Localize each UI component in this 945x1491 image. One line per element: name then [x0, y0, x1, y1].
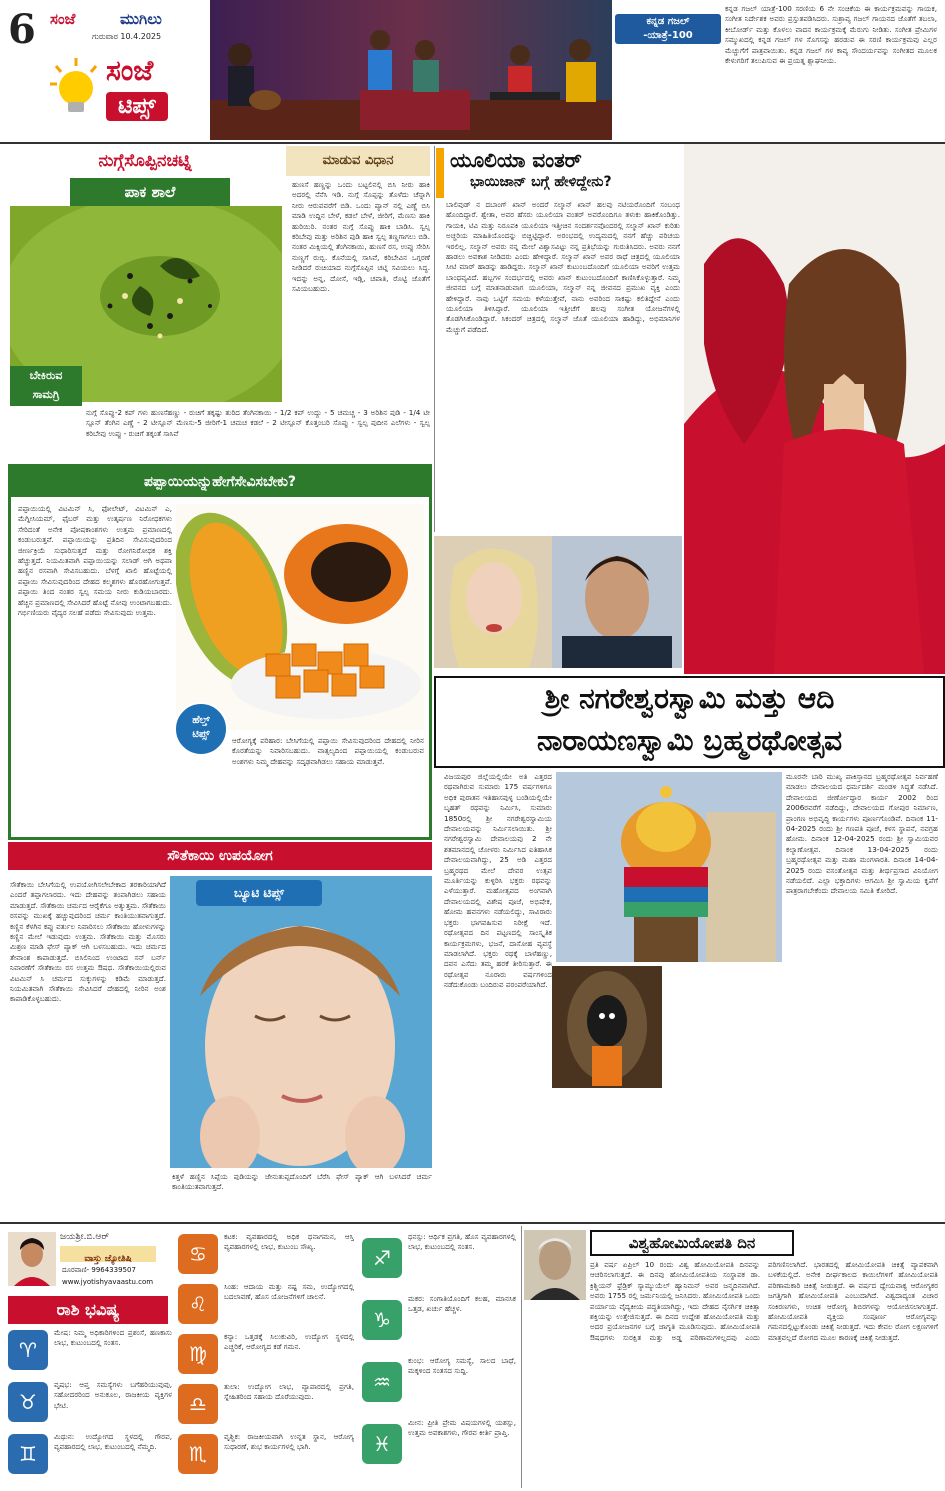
ghazal-tag — [615, 14, 721, 44]
sign-name-sagittarius: ಧನಸ್ಸು — [374, 1270, 390, 1278]
column-rule — [521, 1226, 522, 1488]
sign-name-capricorn: ಮಕರ — [375, 1332, 389, 1340]
beauty-caption: ಕಿತ್ತಳೆ ಹಣ್ಣಿನ ಸಿಪ್ಪೆಯ ಪುಡಿಯನ್ನು ಜೇನುತುಪ್ಪದೊಂದಿಗೆ ಬೆರೆಸಿ ಫೇಸ್ ಪ್ಯಾಕ್ ಆಗಿ ಬಳಸಿದರೆ ಚರ್ಮ ಕಾಂತಿಯುತವಾಗುತ್ತದೆ. — [172, 1172, 432, 1192]
iulia-body: ಬಾಲಿವುಡ್ ನ ದಬಾಂಗ್ ಖಾನ್ ಅಂದರೆ ಸಲ್ಮಾನ್ ಖಾನ್ ಹಲವು ನಟಿಯರೊಂದಿಗೆ ಸಂಬಂಧ ಹೊಂದಿದ್ದಾರೆ. ಶ್ವೇತಾ, ಅವರ ಹೆಸರು ಯೂಲಿಯಾ ವಂತರ್ ಅವರೊಂದಿಗೂ ತಳುಕು ಹಾಕಿಕೊಂಡಿತ್ತು. ಗಾಯಕಿ, ಟಿವಿ ಮತ್ತು ನಿರೂಪಕಿ ಯೂಲಿಯಾ ಇತ್ತೀಚಿನ ಸಂದರ್ಶನವೊಂದರಲ್ಲಿ ಸಲ್ಮಾನ್ ಖಾನ್ ಕುರಿತು ಅಚ್ಚರಿಯ ಮಾಹಿತಿಯೊಂದನ್ನು ಬಿಚ್ಚಿಟ್ಟಿದ್ದಾರೆ. ಅರಂಭದಲ್ಲಿ ಉದ್ಯಮದಲ್ಲಿ ನನಗೆ ಹೆಚ್ಚು ಪರಿಚಯ ಇರಲಿಲ್ಲ. ಸಲ್ಮಾನ್ ಅವರು ನನ್ನ ಮೇಲೆ ವಿಶ್ವಾಸವಿಟ್ಟು ನನ್ನ ಪ್ರತಿಭೆಯನ್ನು ಗುರುತಿಸಿದರು. ಅವರು ನನಗೆ ಹಾಡಲು ಅವಕಾಶ ನೀಡಿದರು ಎಂದು ಹೇಳಿದ್ದಾರೆ. ಸಲ್ಮಾನ್ ಖಾನ್ ಅವರ ರಾಧೆ ಚಿತ್ರದಲ್ಲಿ ಯೂಲಿಯಾ ಸೀಟಿ ಮಾರ್ ಹಾಡನ್ನು ಹಾಡಿದ್ದರು. ಸಲ್ಮಾನ್ ಖಾನ್ ಕುಟುಂಬದೊಂದಿಗೆ ಯೂಲಿಯಾ ಅವರಿಗೆ ಉತ್ತಮ ಬಾಂಧವ್ಯವಿದೆ. ಹಬ್ಬಗಳ ಸಂದರ್ಭದಲ್ಲಿ ಅವರು ಖಾನ್ ಕುಟುಂಬದೊಂದಿಗೆ ಕಾಣಿಸಿಕೊಳ್ಳುತ್ತಾರೆ. ನಿಮ್ಮ ಜೀವನದ ಬಗ್ಗೆ ಮಾತನಾಡುವಾಗ ಯೂಲಿಯಾ, ಸಲ್ಮಾನ್ ನನ್ನ ಜೀವನದ ಪ್ರಮುಖ ವ್ಯಕ್ತಿ ಎಂದು ಹೇಳಿದ್ದಾರೆ. ನಾವು ಒಟ್ಟಿಗೆ ಸಮಯ ಕಳೆಯುತ್ತೇವೆ, ನಾನು ಅವರಿಂದ ಸಾಕಷ್ಟು ಕಲಿತಿದ್ದೇನೆ ಎಂದು ಯೂಲಿಯಾ ತಿಳಿಸಿದ್ದಾರೆ. ಯೂಲಿಯಾ ಇತ್ತೀಚೆಗೆ ಹಲವು ಸಂಗೀತ ಯೋಜನೆಗಳಲ್ಲಿ ತೊಡಗಿಸಿಕೊಂಡಿದ್ದಾರೆ. ಸಿಕಂದರ್ ಚಿತ್ರದಲ್ಲಿ ಸಲ್ಮಾನ್ ಜೊತೆ ಯೂಲಿಯಾ ಹಾಡಿದ್ದು, ಅಭಿಮಾನಿಗಳ ಮೆಚ್ಚುಗೆ ಪಡೆದಿದೆ. — [446, 200, 680, 334]
beauty-body: ಸೌತೆಕಾಯಿ ಬೇಸಿಗೆಯಲ್ಲಿ ಉಪಯೋಗಿಸಲೇಬೇಕಾದ ತರಕಾರಿಯಾಗಿದೆ ಎಂದರೆ ತಪ್ಪಾಗಲಾರದು. ಇದು ದೇಹವನ್ನು ತಂಪಾಗಿಡಲು ಸಹಾಯ ಮಾಡುತ್ತದೆ. ಸೌತೆಕಾಯಿ ಚರ್ಮದ ಆರೈಕೆಗೂ ಅತ್ಯುತ್ತಮ. ಸೌತೆಕಾಯಿ ರಸವನ್ನು ಮುಖಕ್ಕೆ ಹಚ್ಚುವುದರಿಂದ ಚರ್ಮ ಕಾಂತಿಯುತವಾಗುತ್ತದೆ. ಕಣ್ಣಿನ ಕೆಳಗಿನ ಕಪ್ಪು ವರ್ತುಲ ನಿವಾರಿಸಲು ಸೌತೆಕಾಯಿ ಹೋಳುಗಳನ್ನು ಕಣ್ಣಿನ ಮೇಲೆ ಇಡುವುದು ಉತ್ತಮ. ಸೌತೆಕಾಯಿ ಮತ್ತು ಮೊಸರು ಮಿಶ್ರಣ ಮಾಡಿ ಫೇಸ್ ಪ್ಯಾಕ್ ಆಗಿ ಬಳಸಬಹುದು. ಇದು ಚರ್ಮದ ತೇವಾಂಶ ಕಾಪಾಡುತ್ತದೆ. ಬಿಸಿಲಿನಿಂದ ಉಂಟಾದ ಸನ್ ಬರ್ನ್ ನಿವಾರಣೆಗೆ ಸೌತೆಕಾಯಿ ರಸ ಉತ್ತಮ ಔಷಧ. ಸೌತೆಕಾಯಿಯಲ್ಲಿರುವ ವಿಟಮಿನ್ ಸಿ ಚರ್ಮದ ಸುಕ್ಕುಗಳನ್ನು ಕಡಿಮೆ ಮಾಡುತ್ತದೆ. ನಿಯಮಿತವಾಗಿ ಸೌತೆಕಾಯಿ ಸೇವಿಸಿದರೆ ದೇಹದಲ್ಲಿ ನೀರಿನ ಅಂಶ ಕಾಪಾಡಿಕೊಳ್ಳಬಹುದು. — [10, 880, 166, 1004]
sign-text-taurus: ವೃಷಭ: ಆಪ್ತ ಸಮಸ್ಯೆಗಳು ಬಗೆಹರಿಯುವುವು, ಸಹೋದರರಿಂದ ಅನುಕೂಲ, ರಾಜಕೀಯ ವ್ಯಕ್ತಿಗಳ ಭೇಟಿ. — [54, 1380, 172, 1410]
horoscope-title-box — [8, 1296, 168, 1324]
iulia-photo-large — [684, 144, 945, 674]
salman-photo — [552, 536, 682, 668]
section-title-tips — [106, 92, 168, 121]
homeopathy-body-intro — [524, 1304, 586, 1486]
beauty-photo — [170, 876, 432, 1168]
astrologer-website: www.jyotishyavaastu.com — [62, 1278, 154, 1286]
column-rule — [434, 146, 435, 532]
deity-photo — [552, 966, 662, 1088]
horoscope-col-3 — [362, 1232, 518, 1488]
ingredients-label — [10, 366, 82, 406]
sign-name-aquarius: ಕುಂಭ — [375, 1394, 389, 1402]
sign-name-scorpio: ವೃಶ್ಚಿಕ — [191, 1464, 205, 1472]
concert-photo — [210, 0, 612, 140]
taurus-icon: ♉ — [8, 1382, 48, 1422]
paper-date: ಗುರುವಾರ 10.4.2025 — [92, 32, 162, 41]
gemini-icon: ♊ — [8, 1434, 48, 1474]
sign-text-pisces: ಮೀನ: ಪ್ರೀತಿ ಪ್ರೇಮ ವಿಷಯಗಳಲ್ಲಿ ಯಶಸ್ಸು, ಉತ್ತಮ ಅವಕಾಶಗಳು, ಗೌರವ ಕೀರ್ತಿ ಪ್ರಾಪ್ತಿ. — [408, 1418, 516, 1438]
sign-row — [178, 1282, 356, 1326]
ingredients-label-line1: ಬೇಕಿರುವ — [29, 369, 63, 382]
beauty-banner-text: ಸೌತೆಕಾಯಿ ಉಪಯೋಗ — [167, 848, 273, 864]
virgo-icon: ♍ — [178, 1334, 218, 1374]
temple-title-line1: ಶ್ರೀ ನಗರೇಶ್ವರಸ್ವಾಮಿ ಮತ್ತು ಆದಿ — [544, 682, 835, 715]
health-tips-badge — [174, 702, 228, 756]
homeopathy-title: ವಿಶ್ವಹೋಮಿಯೋಪತಿ ದಿನ — [628, 1234, 756, 1252]
sign-text-leo: ಸಿಂಹ: ಆದಾಯ ಮತ್ತು ನಷ್ಟ ಸಮ, ಉದ್ಯೋಗದಲ್ಲಿ ಬದಲಾವಣೆ, ಹೊಸ ಯೋಜನೆಗಳಿಗೆ ಚಾಲನೆ. — [224, 1282, 354, 1302]
sign-text-sagittarius: ಧನಸ್ಸು: ಆರ್ಥಿಕ ಪ್ರಗತಿ, ಹೊಸ ವ್ಯವಹಾರಗಳಲ್ಲಿ ಲಾಭ, ಕುಟುಂಬದಲ್ಲಿ ಸಂತಸ. — [408, 1232, 516, 1252]
ghazal-tag-line1: ಕನ್ನಡ ಗಜಲ್ — [646, 16, 690, 27]
ghazal-tag-line2: -ಯಾತ್ರೆ-100 — [643, 30, 693, 41]
temple-body-left: ವಿಜಯಪುರ ಜಿಲ್ಲೆಯಲ್ಲಿಯೇ ಅತಿ ಎತ್ತರದ ರಥವಾಗಿರುವ ಸುಮಾರು 175 ವರ್ಷಗಳಿಗೂ ಅಧಿಕ ಪುರಾತನ ಇತಿಹಾಸವುಳ್ಳ ಬಂಡಿಯಲ್ಲಿಯೇ ಬೃಹತ್ ರಥವನ್ನು ನಿರ್ಮಿಸಿ, ಸುಮಾರು 1850ರಲ್ಲಿ ಶ್ರೀ ನಗರೇಶ್ವರಸ್ವಾಮಿಯ ದೇವಾಲಯವನ್ನು ನಿರ್ಮಿಸಲಾಯಿತು. ಶ್ರೀ ನಗರೇಶ್ವರಸ್ವಾಮಿ ದೇವಾಲಯವು 2 ನೇ ಶತಮಾನದಲ್ಲಿ ಚೋಳರು ನಿರ್ಮಿಸಿದ ಐತಿಹಾಸಿಕ ದೇವಾಲಯವಾಗಿದ್ದು, 25 ಅಡಿ ಎತ್ತರದ ಬ್ರಹ್ಮರಥದ ಮೇಲೆ ದೇವರ ಉತ್ಸವ ಮೂರ್ತಿಯನ್ನು ಕುಳ್ಳಿರಿಸಿ ಭಕ್ತರು ರಥವನ್ನು ಎಳೆಯುತ್ತಾರೆ. ಮಹೋತ್ಸವದ ಅಂಗವಾಗಿ ದೇವಾಲಯದಲ್ಲಿ ವಿಶೇಷ ಪೂಜೆ, ಅಭಿಷೇಕ, ಹೋಮ ಹವನಗಳು ನಡೆಯಲಿದ್ದು, ಸಾವಿರಾರು ಭಕ್ತರು ಭಾಗವಹಿಸುವ ನಿರೀಕ್ಷೆ ಇದೆ. ರಥೋತ್ಸವದ ದಿನ ಪಟ್ಟಣದಲ್ಲಿ ಸಾಂಸ್ಕೃತಿಕ ಕಾರ್ಯಕ್ರಮಗಳು, ಭಜನೆ, ದಾಸೋಹ ವ್ಯವಸ್ಥೆ ಮಾಡಲಾಗಿದೆ. ಭಕ್ತರು ರಥಕ್ಕೆ ಬಾಳೆಹಣ್ಣು, ದವನ ಎಸೆದು ತಮ್ಮ ಹರಕೆ ತೀರಿಸುತ್ತಾರೆ. ಈ ರಥೋತ್ಸವ ನೂರಾರು ವರ್ಷಗಳಿಂದ ನಡೆದುಕೊಂಡು ಬಂದಿರುವ ಪರಂಪರೆಯಾಗಿದೆ. — [444, 772, 552, 990]
beauty-tips-text: ಬ್ಯೂಟಿ ಟಿಪ್ಸ್ — [233, 886, 285, 900]
aquarius-icon: ♒ — [362, 1362, 402, 1402]
capricorn-icon: ♑ — [362, 1300, 402, 1340]
recipe-method: ಹುಣಸೆ ಹಣ್ಣನ್ನು ಒಂದು ಬಟ್ಟಲಿನಲ್ಲಿ ಬಿಸಿ ನೀರು ಹಾಕಿ ಅದರಲ್ಲಿ ನೆನೆಸಿ ಇಡಿ. ನುಗ್ಗೆ ಸೊಪ್ಪನ್ನು ತೊಳೆದು ಚೆನ್ನಾಗಿ ನೀರು ಆರುವವರೆಗೆ ಬಿಡಿ. ಒಂದು ಪ್ಯಾನ್ ನಲ್ಲಿ ಎಣ್ಣೆ ಬಿಸಿ ಮಾಡಿ ಉದ್ದಿನ ಬೇಳೆ, ಕಡಲೆ ಬೇಳೆ, ಜೀರಿಗೆ, ಮೆಣಸು ಹಾಕಿ ಹುರಿಯಿರಿ. ನಂತರ ನುಗ್ಗೆ ಸೊಪ್ಪು ಹಾಕಿ ಬಾಡಿಸಿ. ಸ್ವಲ್ಪ ಕರಿಬೇವು ಮತ್ತು ಅರಿಶಿನ ಪುಡಿ ಹಾಕಿ ಸ್ವಲ್ಪ ತಣ್ಣಗಾಗಲು ಬಿಡಿ. ನಂತರ ಮಿಕ್ಸಿಯಲ್ಲಿ ತೆಂಗಿನಕಾಯಿ, ಹುಣಸೆ ರಸ, ಉಪ್ಪು ಸೇರಿಸಿ ನುಣ್ಣಗೆ ರುಬ್ಬಿ. ಕೊನೆಯಲ್ಲಿ ಸಾಸಿವೆ, ಕರಿಬೇವಿನ ಒಗ್ಗರಣೆ ನೀಡಿದರೆ ರುಚಿಯಾದ ನುಗ್ಗೆಸೊಪ್ಪಿನ ಚಟ್ನಿ ಸವಿಯಲು ಸಿದ್ಧ. ಇದನ್ನು ಅನ್ನ, ದೋಸೆ, ಇಡ್ಲಿ, ಚಪಾತಿ, ರೊಟ್ಟಿ ಜೊತೆಗೆ ಸವಿಯಬಹುದು. — [292, 180, 430, 294]
sign-row — [8, 1328, 173, 1374]
chariot-photo — [556, 772, 782, 962]
sign-name-gemini: ಮಿಥುನ — [19, 1466, 37, 1474]
scorpio-icon: ♏ — [178, 1434, 218, 1474]
papaya-banner — [11, 467, 429, 497]
astrologer-name: ಜಯಶ್ರೀ.ಬಿ.ಆರ್ — [60, 1232, 109, 1242]
astrologer-title-box — [60, 1246, 156, 1262]
health-tips-line1: ಹೆಲ್ತ್ — [192, 715, 210, 726]
iulia-photo-small — [434, 536, 552, 668]
sign-row — [178, 1232, 356, 1276]
leo-icon: ♌ — [178, 1284, 218, 1324]
papaya-body: ಪಪ್ಪಾಯಿಯಲ್ಲಿ ವಿಟಮಿನ್ ಸಿ, ಫೋಲೇಟ್, ವಿಟಮಿನ್ ಎ, ಮೆಗ್ನೀಸಿಯಮ್, ಫೈಬರ್ ಮತ್ತು ಉತ್ಕರ್ಷಣ ನಿರೋಧಕಗಳು ಸೇರಿದಂತೆ ಅನೇಕ ಪೋಷಕಾಂಶಗಳು ಉತ್ತಮ ಪ್ರಮಾಣದಲ್ಲಿ ಕಂಡುಬರುತ್ತವೆ. ಪಪ್ಪಾಯಿಯನ್ನು ಪ್ರತಿದಿನ ಸೇವಿಸುವುದರಿಂದ ಜೀರ್ಣಕ್ರಿಯೆ ಸುಧಾರಿಸುತ್ತದೆ ಮತ್ತು ರೋಗನಿರೋಧಕ ಶಕ್ತಿ ಹೆಚ್ಚುತ್ತದೆ. ನಿಯಮಿತವಾಗಿ ಪಪ್ಪಾಯಿಯನ್ನು ಸಲಾಡ್ ಆಗಿ ಅಥವಾ ಹಣ್ಣಿನ ರಸವಾಗಿ ಸೇವಿಸಬಹುದು. ಬೆಳಗ್ಗೆ ಖಾಲಿ ಹೊಟ್ಟೆಯಲ್ಲಿ ಪಪ್ಪಾಯಿ ಸೇವಿಸುವುದರಿಂದ ದೇಹದ ಕಲ್ಮಶಗಳು ಹೊರಹೋಗುತ್ತವೆ. ಪಪ್ಪಾಯಿ ತಿಂದ ನಂತರ ಸ್ವಲ್ಪ ಸಮಯ ನೀರು ಕುಡಿಯಬಾರದು. ಹೆಚ್ಚಿನ ಪ್ರಮಾಣದಲ್ಲಿ ಸೇವಿಸಿದರೆ ಹೊಟ್ಟೆ ನೋವು ಉಂಟಾಗಬಹುದು. ಗರ್ಭಿಣಿಯರು ವೈದ್ಯರ ಸಲಹೆ ಪಡೆದು ಸೇವಿಸುವುದು ಉತ್ತಮ. — [18, 504, 172, 618]
sign-text-cancer: ಕಟಕ: ವ್ಯವಹಾರದಲ್ಲಿ ಅಧಿಕ ಧನಾಗಮನ, ಆಸ್ತಿ ವ್ಯವಹಾರಗಳಲ್ಲಿ ಲಾಭ, ಕುಟುಂಬ ಸೌಖ್ಯ. — [224, 1232, 354, 1252]
sign-name-taurus: ವೃಷಭ — [20, 1414, 36, 1422]
sign-text-capricorn: ಮಕರ: ಸಂಗಾತಿಯೊಂದಿಗೆ ಕಲಹ, ಮಾನಸಿಕ ಒತ್ತಡ, ಖರ್ಚು ಹೆಚ್ಚಳ. — [408, 1294, 516, 1314]
section-title-tips-text: ಟಿಪ್ಸ್ — [118, 94, 156, 119]
sign-row — [178, 1432, 356, 1482]
sign-name-virgo: ಕನ್ಯಾ — [192, 1364, 204, 1372]
aries-icon: ♈ — [8, 1330, 48, 1370]
sign-name-pisces: ಮೀನ — [375, 1456, 389, 1464]
sign-row — [362, 1294, 518, 1350]
sign-name-leo: ಸಿಂಹ — [192, 1314, 204, 1322]
sign-row — [362, 1232, 518, 1288]
sign-name-aries: ಮೇಷ — [21, 1362, 35, 1370]
iulia-title-line2: ಭಾಯಿಜಾನ್ ಬಗ್ಗೆ ಹೇಳಿದ್ದೇನು? — [470, 174, 612, 190]
beauty-banner — [8, 842, 432, 870]
ingredients-list: ನುಗ್ಗೆ ಸೊಪ್ಪು-2 ಕಪ್ ಗಳು ಹುಣಸೆಹಣ್ಣು - ರುಚಿಗೆ ತಕ್ಕಷ್ಟು ತುರಿದ ತೆಂಗಿನಕಾಯಿ - 1/2 ಕಪ್ ಉದ್ದು - 5 ಚಮಚ್ಚ - 3 ಅರಿಶಿನ ಪುಡಿ - 1/4 ಟೀ ಸ್ಪೂನ್ ತೆಂಗಿನ ಎಣ್ಣೆ - 2 ಟೀಸ್ಪೂನ್ ಮೆಣಸು-5 ಜೀರಿಗೆ-1 ಚಮಚ ಕಡಲೆ - 2 ಟೀಸ್ಪೂನ್ ಕೊತ್ತಂಬರಿ ಸೊಪ್ಪು - ಸ್ವಲ್ಪ ಪುದೀನ ಎಲೆಗಳು - ಸ್ವಲ್ಪ ಕರಿಬೇವು ಉಪ್ಪು - ರುಚಿಗೆ ತಕ್ಕಂತೆ ಸಾಸಿವೆ — [86, 408, 430, 438]
papaya-banner-text: ಪಪ್ಪಾಯಿಯನ್ನುಹೇಗೆಸೇವಿಸಬೇಕು? — [143, 474, 297, 490]
sign-row — [8, 1432, 173, 1478]
sign-text-aquarius: ಕುಂಭ: ಆರೋಗ್ಯ ಸಮಸ್ಯೆ, ಸಾಲದ ಬಾಧೆ, ಮಕ್ಕಳಿಂದ ಸಂತಸದ ಸುದ್ದಿ. — [408, 1356, 516, 1376]
horoscope-title: ರಾಶಿ ಭವಿಷ್ಯ — [56, 1300, 120, 1319]
temple-title-box — [434, 676, 945, 768]
sign-text-aries: ಮೇಷ: ನಿಮ್ಮ ಅಧಿಕಾರಿಗಳಿಂದ ಪ್ರಶಂಸೆ, ಹಣಕಾಸು ಲಾಭ, ಕುಟುಂಬದಲ್ಲಿ ಸಂತಸ. — [54, 1328, 172, 1348]
sign-text-libra: ತುಲಾ: ಉದ್ಯೋಗ ಲಾಭ, ವ್ಯಾಪಾರದಲ್ಲಿ ಪ್ರಗತಿ, ಸ್ನೇಹಿತರಿಂದ ಸಹಾಯ ದೊರೆಯುವುದು. — [224, 1382, 354, 1402]
papaya-caption: ಆರೋಗ್ಯಕ್ಕೆ ಪರಿಹಾರ: ಬೇಸಿಗೆಯಲ್ಲಿ ಪಪ್ಪಾಯಿ ಸೇವಿಸುವುದರಿಂದ ದೇಹದಲ್ಲಿ ನೀರಿನ ಕೊರತೆಯನ್ನು ನಿವಾರಿಸಬಹುದು. ವಾತ್ಸಲ್ಯದಿಂದ ಪಪ್ಪಾಯಿಯಲ್ಲಿ ಕಂಡುಬರುವ ಅಂಶಗಳು ನಿಮ್ಮ ದೇಹವನ್ನು ಸದೃಢವಾಗಿಡಲು ಸಹಾಯ ಮಾಡುತ್ತವೆ. — [232, 736, 424, 766]
sign-row — [362, 1356, 518, 1412]
cancer-icon: ♋ — [178, 1234, 218, 1274]
bottom-divider — [0, 1222, 945, 1224]
method-title-box — [286, 146, 430, 176]
libra-icon: ♎ — [178, 1384, 218, 1424]
pisces-icon: ♓ — [362, 1424, 402, 1464]
method-title: ಮಾಡುವ ವಿಧಾನ — [322, 153, 394, 168]
sign-name-cancer: ಕಟಕ — [192, 1264, 204, 1272]
ingredients-label-line2: ಸಾಮಗ್ರಿ — [32, 388, 60, 401]
sign-row — [362, 1418, 518, 1480]
paper-name-sanje: ಸಂಜೆ — [50, 10, 76, 28]
hahnemann-photo — [524, 1230, 586, 1300]
iulia-title-line1: ಯೂಲಿಯಾ ವಂತರ್ — [450, 148, 582, 172]
beauty-tips-tag — [196, 880, 322, 906]
horoscope-col-1 — [8, 1328, 173, 1488]
homeopathy-title-box — [590, 1230, 794, 1256]
page-number: 6 — [8, 6, 36, 53]
ghazal-body: ಕನ್ನಡ ಗಜಲ್ ಯಾತ್ರೆ-100 ಸರಣಿಯ 6 ನೇ ಸಂಚಿಕೆಯ ಈ ಕಾರ್ಯಕ್ರಮವನ್ನು ಗಾಯಕ, ಸಂಗೀತ ನಿರ್ದೇಶಕ ಅವರು ಪ್ರಸ್ತುತಪಡಿಸಿದರು. ಸುಶ್ರಾವ್ಯ ಗಜಲ್ ಗಾಯನದ ಜೊತೆಗೆ ತಬಲಾ, ಕೀಬೋರ್ಡ್ ಮತ್ತು ಕೊಳಲು ವಾದನ ಕಾರ್ಯಕ್ರಮಕ್ಕೆ ಮೆರುಗು ನೀಡಿತು. ಸಂಗೀತ ಪ್ರೇಮಿಗಳ ಸಮ್ಮುಖದಲ್ಲಿ ಕನ್ನಡ ಗಜಲ್ ಗಳ ಸೊಗಸನ್ನು ಹರಡುವ ಈ ಸರಣಿ ಕಾರ್ಯಕ್ರಮವು ಎಲ್ಲರ ಮೆಚ್ಚುಗೆಗೆ ಪಾತ್ರವಾಯಿತು. ಕನ್ನಡ ಗಜಲ್ ಗಳ ಕಾವ್ಯ ಸೌಂದರ್ಯವನ್ನು ಸಂಗೀತದ ಮೂಲಕ ಕೇಳುಗರಿಗೆ ತಲುಪಿಸುವ ಈ ಪ್ರಯತ್ನ ಶ್ಲಾಘನೀಯ. — [725, 4, 937, 66]
paaka-shaale-label — [70, 178, 230, 206]
astrologer-avatar — [8, 1232, 56, 1286]
temple-title-line2: ನಾರಾಯಣಸ್ವಾಮಿ ಬ್ರಹ್ಮರಥೋತ್ಸವ — [536, 724, 843, 757]
homeopathy-body: ಪ್ರತಿ ವರ್ಷ ಏಪ್ರಿಲ್ 10 ರಂದು ವಿಶ್ವ ಹೋಮಿಯೋಪತಿ ದಿನವನ್ನು ಆಚರಿಸಲಾಗುತ್ತದೆ. ಈ ದಿನವು ಹೋಮಿಯೋಪತಿಯ ಸಂಸ್ಥಾಪಕ ಡಾ. ಕ್ರಿಶ್ಚಿಯನ್ ಫ್ರೆಡ್ರಿಕ್ ಸ್ಯಾಮ್ಯುಯೆಲ್ ಹ್ಯಾನಿಮನ್ ಅವರ ಜನ್ಮದಿನವಾಗಿದೆ. ಅವರು 1755 ರಲ್ಲಿ ಜರ್ಮನಿಯಲ್ಲಿ ಜನಿಸಿದರು. ಹೋಮಿಯೋಪತಿ ಒಂದು ಪರ್ಯಾಯ ವೈದ್ಯಕೀಯ ಪದ್ಧತಿಯಾಗಿದ್ದು, ಇದು ದೇಹದ ನೈಸರ್ಗಿಕ ಚಿಕಿತ್ಸಾ ಶಕ್ತಿಯನ್ನು ಉತ್ತೇಜಿಸುತ್ತದೆ. ಈ ದಿನದ ಉದ್ದೇಶ ಹೋಮಿಯೋಪತಿ ಮತ್ತು ಅದರ ಪ್ರಯೋಜನಗಳ ಬಗ್ಗೆ ಜಾಗೃತಿ ಮೂಡಿಸುವುದು. ಹೋಮಿಯೋಪತಿ ಔಷಧಗಳು ಸುರಕ್ಷಿತ ಮತ್ತು ಅಡ್ಡ ಪರಿಣಾಮಗಳಿಲ್ಲದವು ಎಂದು ಪರಿಗಣಿಸಲಾಗಿದೆ. ಭಾರತದಲ್ಲಿ ಹೋಮಿಯೋಪತಿ ಚಿಕಿತ್ಸೆ ವ್ಯಾಪಕವಾಗಿ ಬಳಕೆಯಲ್ಲಿದೆ. ಅನೇಕ ದೀರ್ಘಕಾಲದ ಕಾಯಿಲೆಗಳಿಗೆ ಹೋಮಿಯೋಪತಿ ಪರಿಣಾಮಕಾರಿ ಚಿಕಿತ್ಸೆ ನೀಡುತ್ತದೆ. ಈ ವರ್ಷದ ಧ್ಯೇಯವಾಕ್ಯ ಆರೋಗ್ಯಕರ ಜಗತ್ತಿಗಾಗಿ ಹೋಮಿಯೋಪತಿ ಎಂಬುದಾಗಿದೆ. ವಿಶ್ವದಾದ್ಯಂತ ವಿಚಾರ ಸಂಕಿರಣಗಳು, ಉಚಿತ ಆರೋಗ್ಯ ಶಿಬಿರಗಳನ್ನು ಆಯೋಜಿಸಲಾಗುತ್ತದೆ. ಹೋಮಿಯೋಪತಿ ವ್ಯಕ್ತಿಯ ಸಂಪೂರ್ಣ ಆರೋಗ್ಯವನ್ನು ಗಮನದಲ್ಲಿಟ್ಟುಕೊಂಡು ಚಿಕಿತ್ಸೆ ನೀಡುತ್ತದೆ. ಇದು ಕೇವಲ ರೋಗ ಲಕ್ಷಣಗಳಿಗೆ ಮಾತ್ರವಲ್ಲದೆ ರೋಗದ ಮೂಲ ಕಾರಣಕ್ಕೆ ಚಿಕಿತ್ಸೆ ನೀಡುತ್ತದೆ. — [590, 1260, 938, 1342]
bulb-icon — [50, 58, 102, 118]
temple-body-right: ಮೂರನೇ ಬಾರಿ ಮುಖ್ಯ ಪಾಕಿಸ್ತಾನದ ಬ್ರಹ್ಮರಥೋತ್ಸವ ನಿರ್ವಹಣೆ ಮಾಡಲು ದೇವಾಲಯದ ಧರ್ಮದರ್ಶಿ ಮಂಡಳಿ ಸಿದ್ಧತೆ ನಡೆಸಿದೆ. ದೇವಾಲಯದ ಜೀರ್ಣೋದ್ಧಾರ ಕಾರ್ಯ 2002 ರಿಂದ 2006ರವರೆಗೆ ನಡೆದಿದ್ದು, ದೇವಾಲಯದ ಗೋಪುರ ನಿರ್ಮಾಣ, ಪ್ರಾಂಗಣ ಅಭಿವೃದ್ಧಿ ಕಾರ್ಯಗಳು ಪೂರ್ಣಗೊಂಡಿವೆ. ದಿನಾಂಕ 11-04-2025 ರಂದು ಶ್ರೀ ಗಣಪತಿ ಪೂಜೆ, ಕಳಸ ಸ್ಥಾಪನೆ, ನವಗ್ರಹ ಹೋಮ. ದಿನಾಂಕ 12-04-2025 ರಂದು ಶ್ರೀ ಸ್ವಾಮಿಯವರ ಕಲ್ಯಾಣೋತ್ಸವ. ದಿನಾಂಕ 13-04-2025 ರಂದು ಬ್ರಹ್ಮರಥೋತ್ಸವ ಮತ್ತು ಮಹಾ ಮಂಗಳಾರತಿ. ದಿನಾಂಕ 14-04-2025 ರಂದು ವಸಂತೋತ್ಸವ ಮತ್ತು ತೀರ್ಥಪ್ರಸಾದ ವಿನಿಯೋಗ ನಡೆಯಲಿದೆ. ಎಲ್ಲಾ ಭಕ್ತಾದಿಗಳು ಆಗಮಿಸಿ ಶ್ರೀ ಸ್ವಾಮಿಯ ಕೃಪೆಗೆ ಪಾತ್ರರಾಗಬೇಕೆಂದು ದೇವಾಲಯ ಸಮಿತಿ ಕೋರಿದೆ. — [786, 772, 938, 896]
iulia-side-bar — [436, 148, 444, 198]
sign-text-gemini: ಮಿಥುನ: ಉದ್ಯೋಗದ ಸ್ಥಳದಲ್ಲಿ ಗೌರವ, ವ್ಯವಹಾರದಲ್ಲಿ ಲಾಭ, ಕುಟುಂಬದಲ್ಲಿ ನೆಮ್ಮದಿ. — [54, 1432, 172, 1452]
section-title-sanje: ಸಂಜೆ — [106, 54, 154, 87]
sign-row — [178, 1332, 356, 1376]
horoscope-col-2 — [178, 1232, 356, 1488]
astrologer-phone: ದೂರವಾಣಿ- 9964339507 — [62, 1266, 136, 1274]
recipe-title: ನುಗ್ಗೆಸೊಪ್ಪಿನಚಟ್ನಿ — [98, 151, 192, 171]
sign-row — [178, 1382, 356, 1426]
paper-name-mugilu: ಮುಗಿಲು — [120, 10, 162, 28]
sagittarius-icon: ♐ — [362, 1238, 402, 1278]
sign-row — [8, 1380, 173, 1426]
astrologer-title: ವಾಸ್ತು ಜ್ಯೋತಿಷಿ — [84, 1254, 132, 1264]
sign-text-virgo: ಕನ್ಯಾ: ಒತ್ತಡಕ್ಕೆ ಸಿಲುಕುವಿರಿ, ಉದ್ಯೋಗ ಸ್ಥಳದಲ್ಲಿ ಎಚ್ಚರಿಕೆ, ಆರೋಗ್ಯದ ಕಡೆ ಗಮನ. — [224, 1332, 354, 1352]
paaka-shaale-text: ಪಾಕ ಶಾಲೆ — [124, 183, 176, 201]
masthead — [0, 0, 210, 140]
sign-name-libra: ತುಲಾ — [191, 1414, 205, 1422]
health-tips-line2: ಟಿಪ್ಸ್ — [192, 729, 210, 740]
papaya-photo — [176, 504, 424, 730]
sign-text-scorpio: ವೃಶ್ಚಿಕ: ರಾಜಕೀಯವಾಗಿ ಉನ್ನತ ಸ್ಥಾನ, ಆರೋಗ್ಯ ಸುಧಾರಣೆ, ಶುಭ ಕಾರ್ಯಗಳಲ್ಲಿ ಭಾಗಿ. — [224, 1432, 354, 1452]
